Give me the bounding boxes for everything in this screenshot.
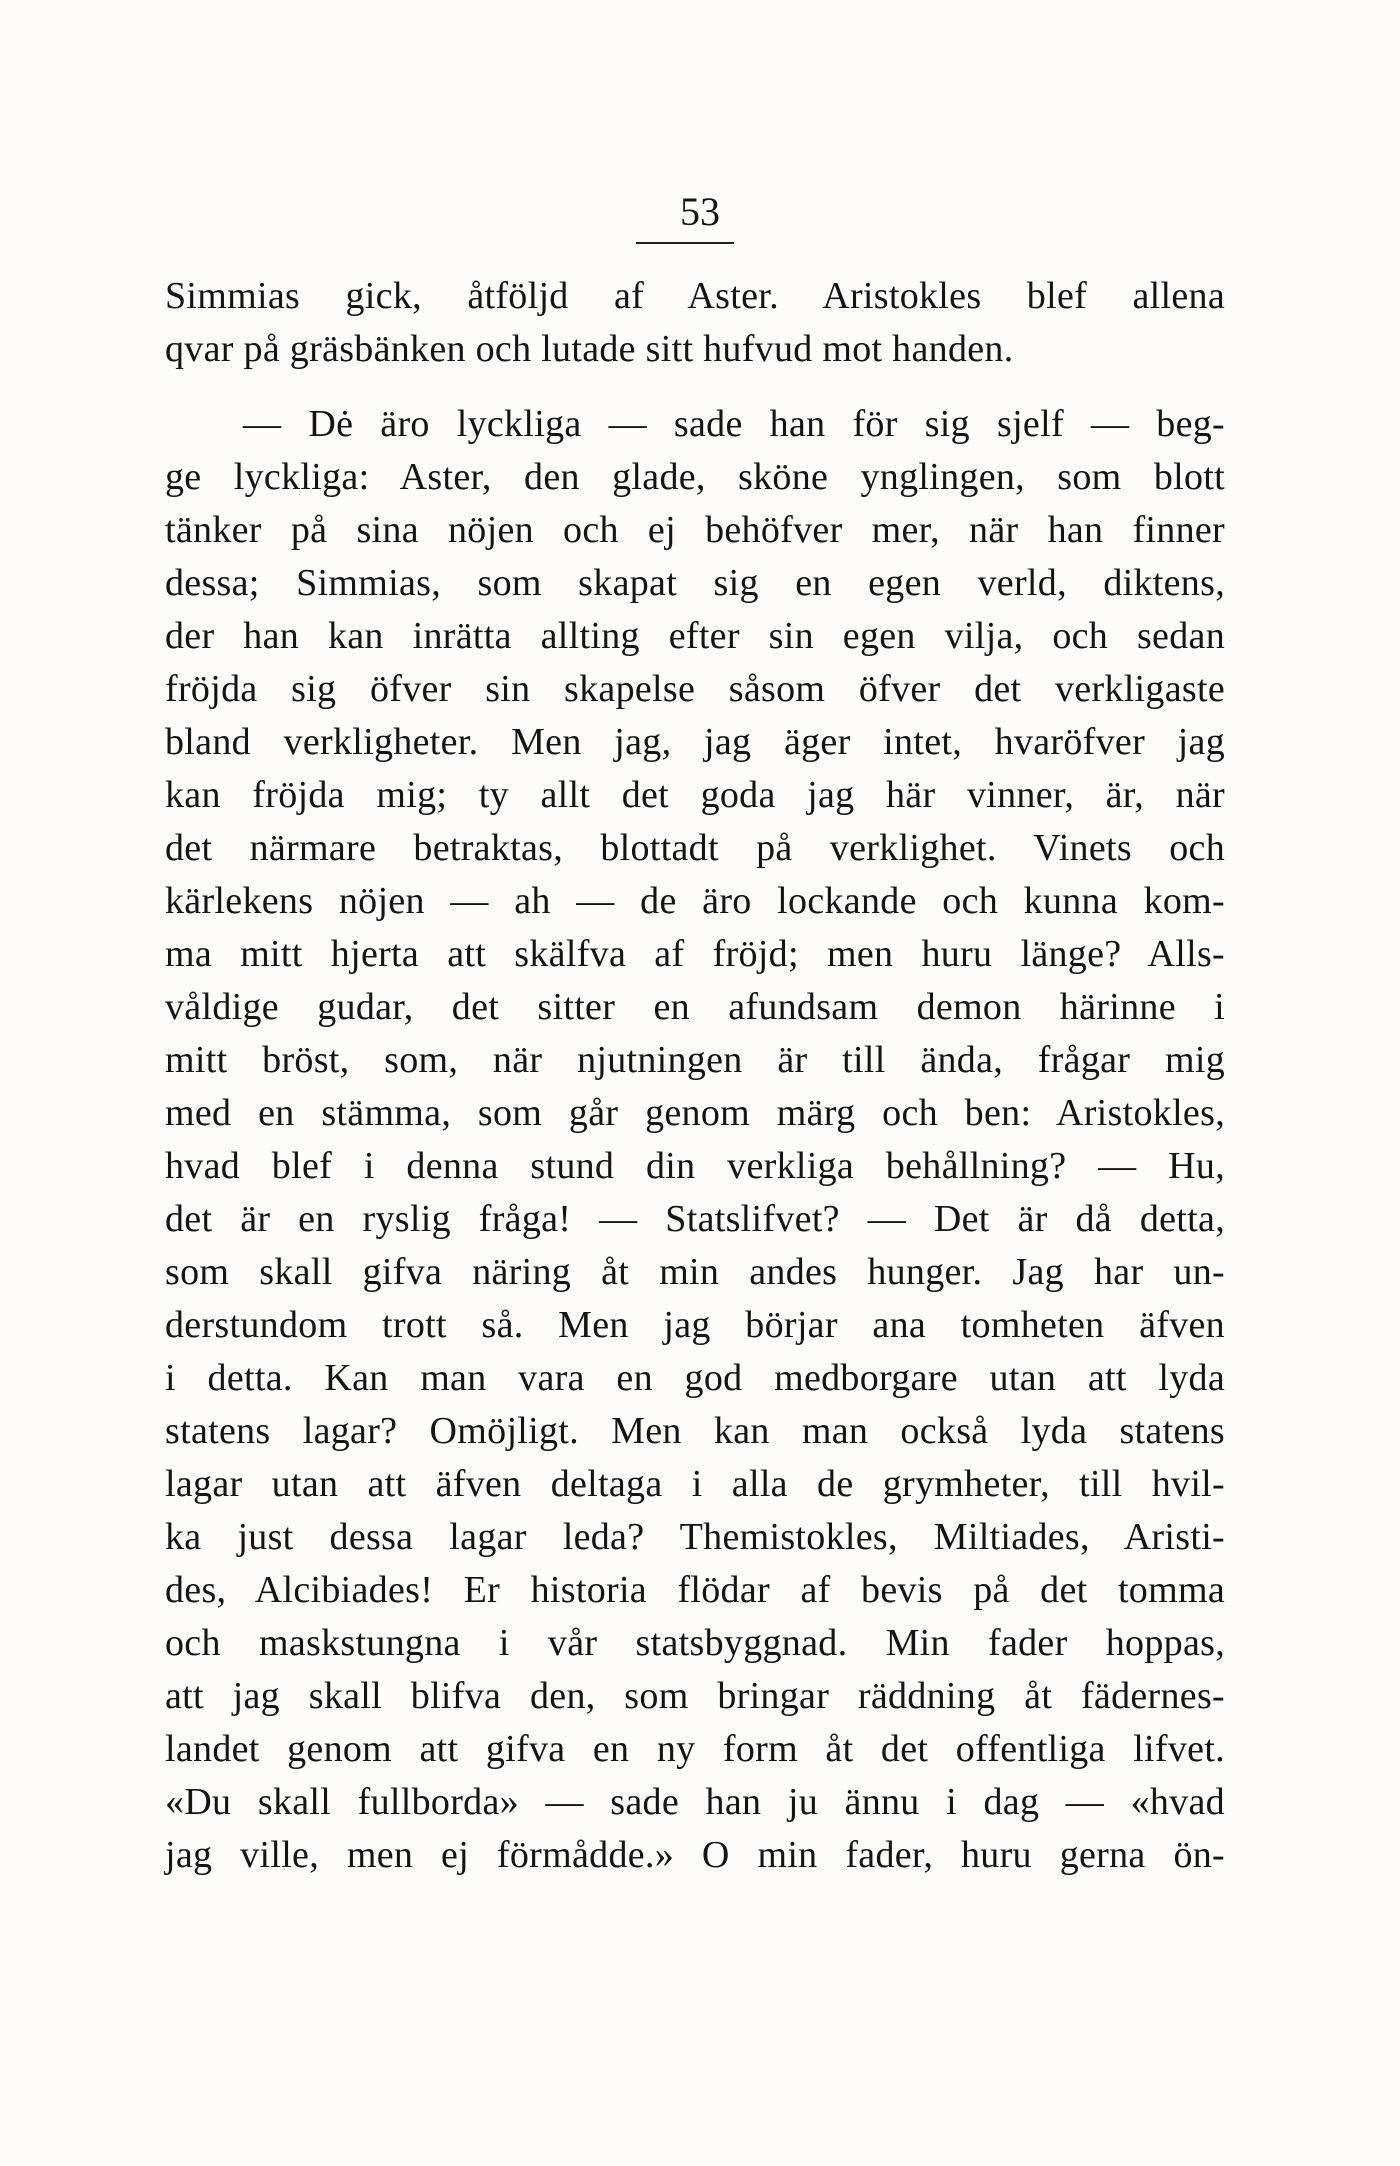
text-line: som skall gifva näring åt min andes hunger. Jag har un-	[165, 1251, 1225, 1293]
text-line: i detta. Kan man vara en god medborgare utan att lyda	[165, 1357, 1225, 1399]
body-text	[165, 270, 1225, 1882]
text-line: derstundom trott så. Men jag börjar ana tomheten äfven	[165, 1304, 1225, 1346]
text-line: ka just dessa lagar leda? Themistokles, Miltiades, Aristi-	[165, 1516, 1225, 1558]
text-line: dessa; Simmias, som skapat sig en egen verld, diktens,	[165, 562, 1225, 604]
text-line: och maskstungna i vår statsbyggnad. Min fader hoppas,	[165, 1622, 1225, 1664]
text-line: det närmare betraktas, blottadt på verklighet. Vinets och	[165, 827, 1225, 869]
text-line: statens lagar? Omöjligt. Men kan man också lyda statens	[165, 1410, 1225, 1452]
text-line: våldige gudar, det sitter en afundsam demon härinne i	[165, 986, 1225, 1028]
text-line: att jag skall blifva den, som bringar räddning åt fädernes-	[165, 1675, 1225, 1717]
text-line: qvar på gräsbänken och lutade sitt hufvud mot handen.	[165, 328, 1014, 370]
text-line: landet genom att gifva en ny form åt det offentliga lifvet.	[165, 1728, 1225, 1770]
text-line: ma mitt hjerta att skälfva af fröjd; men huru länge? Alls-	[165, 933, 1225, 975]
page-number: 53	[680, 189, 720, 234]
text-line: lagar utan att äfven deltaga i alla de grymheter, till hvil-	[165, 1463, 1225, 1505]
text-line: hvad blef i denna stund din verkliga behållning? — Hu,	[165, 1145, 1225, 1187]
text-line: tänker på sina nöjen och ej behöfver mer, när han finner	[165, 509, 1225, 551]
text-line: des, Alcibiades! Er historia flödar af bevis på det tomma	[165, 1569, 1225, 1611]
text-line: med en stämma, som går genom märg och ben: Aristokles,	[165, 1092, 1225, 1134]
text-line: «Du skall fullborda» — sade han ju ännu i dag — «hvad	[165, 1781, 1225, 1823]
text-line: mitt bröst, som, när njutningen är till ända, frågar mig	[165, 1039, 1225, 1081]
text-line: det är en ryslig fråga! — Statslifvet? — Det är då detta,	[165, 1198, 1225, 1240]
text-line: — Dė äro lyckliga — sade han för sig sjelf — beg-	[243, 403, 1225, 445]
text-line: jag ville, men ej förmådde.» O min fader, huru gerna ön-	[165, 1834, 1225, 1876]
text-line: kärlekens nöjen — ah — de äro lockande och kunna kom-	[165, 880, 1225, 922]
text-line: Simmias gick, åtföljd af Aster. Aristokles blef allena	[165, 275, 1225, 317]
text-line: ge lyckliga: Aster, den glade, sköne ynglingen, som blott	[165, 456, 1225, 498]
text-line: kan fröjda mig; ty allt det goda jag här vinner, är, när	[165, 774, 1225, 816]
text-line: fröjda sig öfver sin skapelse såsom öfver det verkligaste	[165, 668, 1225, 710]
page-number-rule	[636, 242, 734, 244]
text-line: der han kan inrätta allting efter sin egen vilja, och sedan	[165, 615, 1225, 657]
text-line: bland verkligheter. Men jag, jag äger intet, hvaröfver jag	[165, 721, 1225, 763]
